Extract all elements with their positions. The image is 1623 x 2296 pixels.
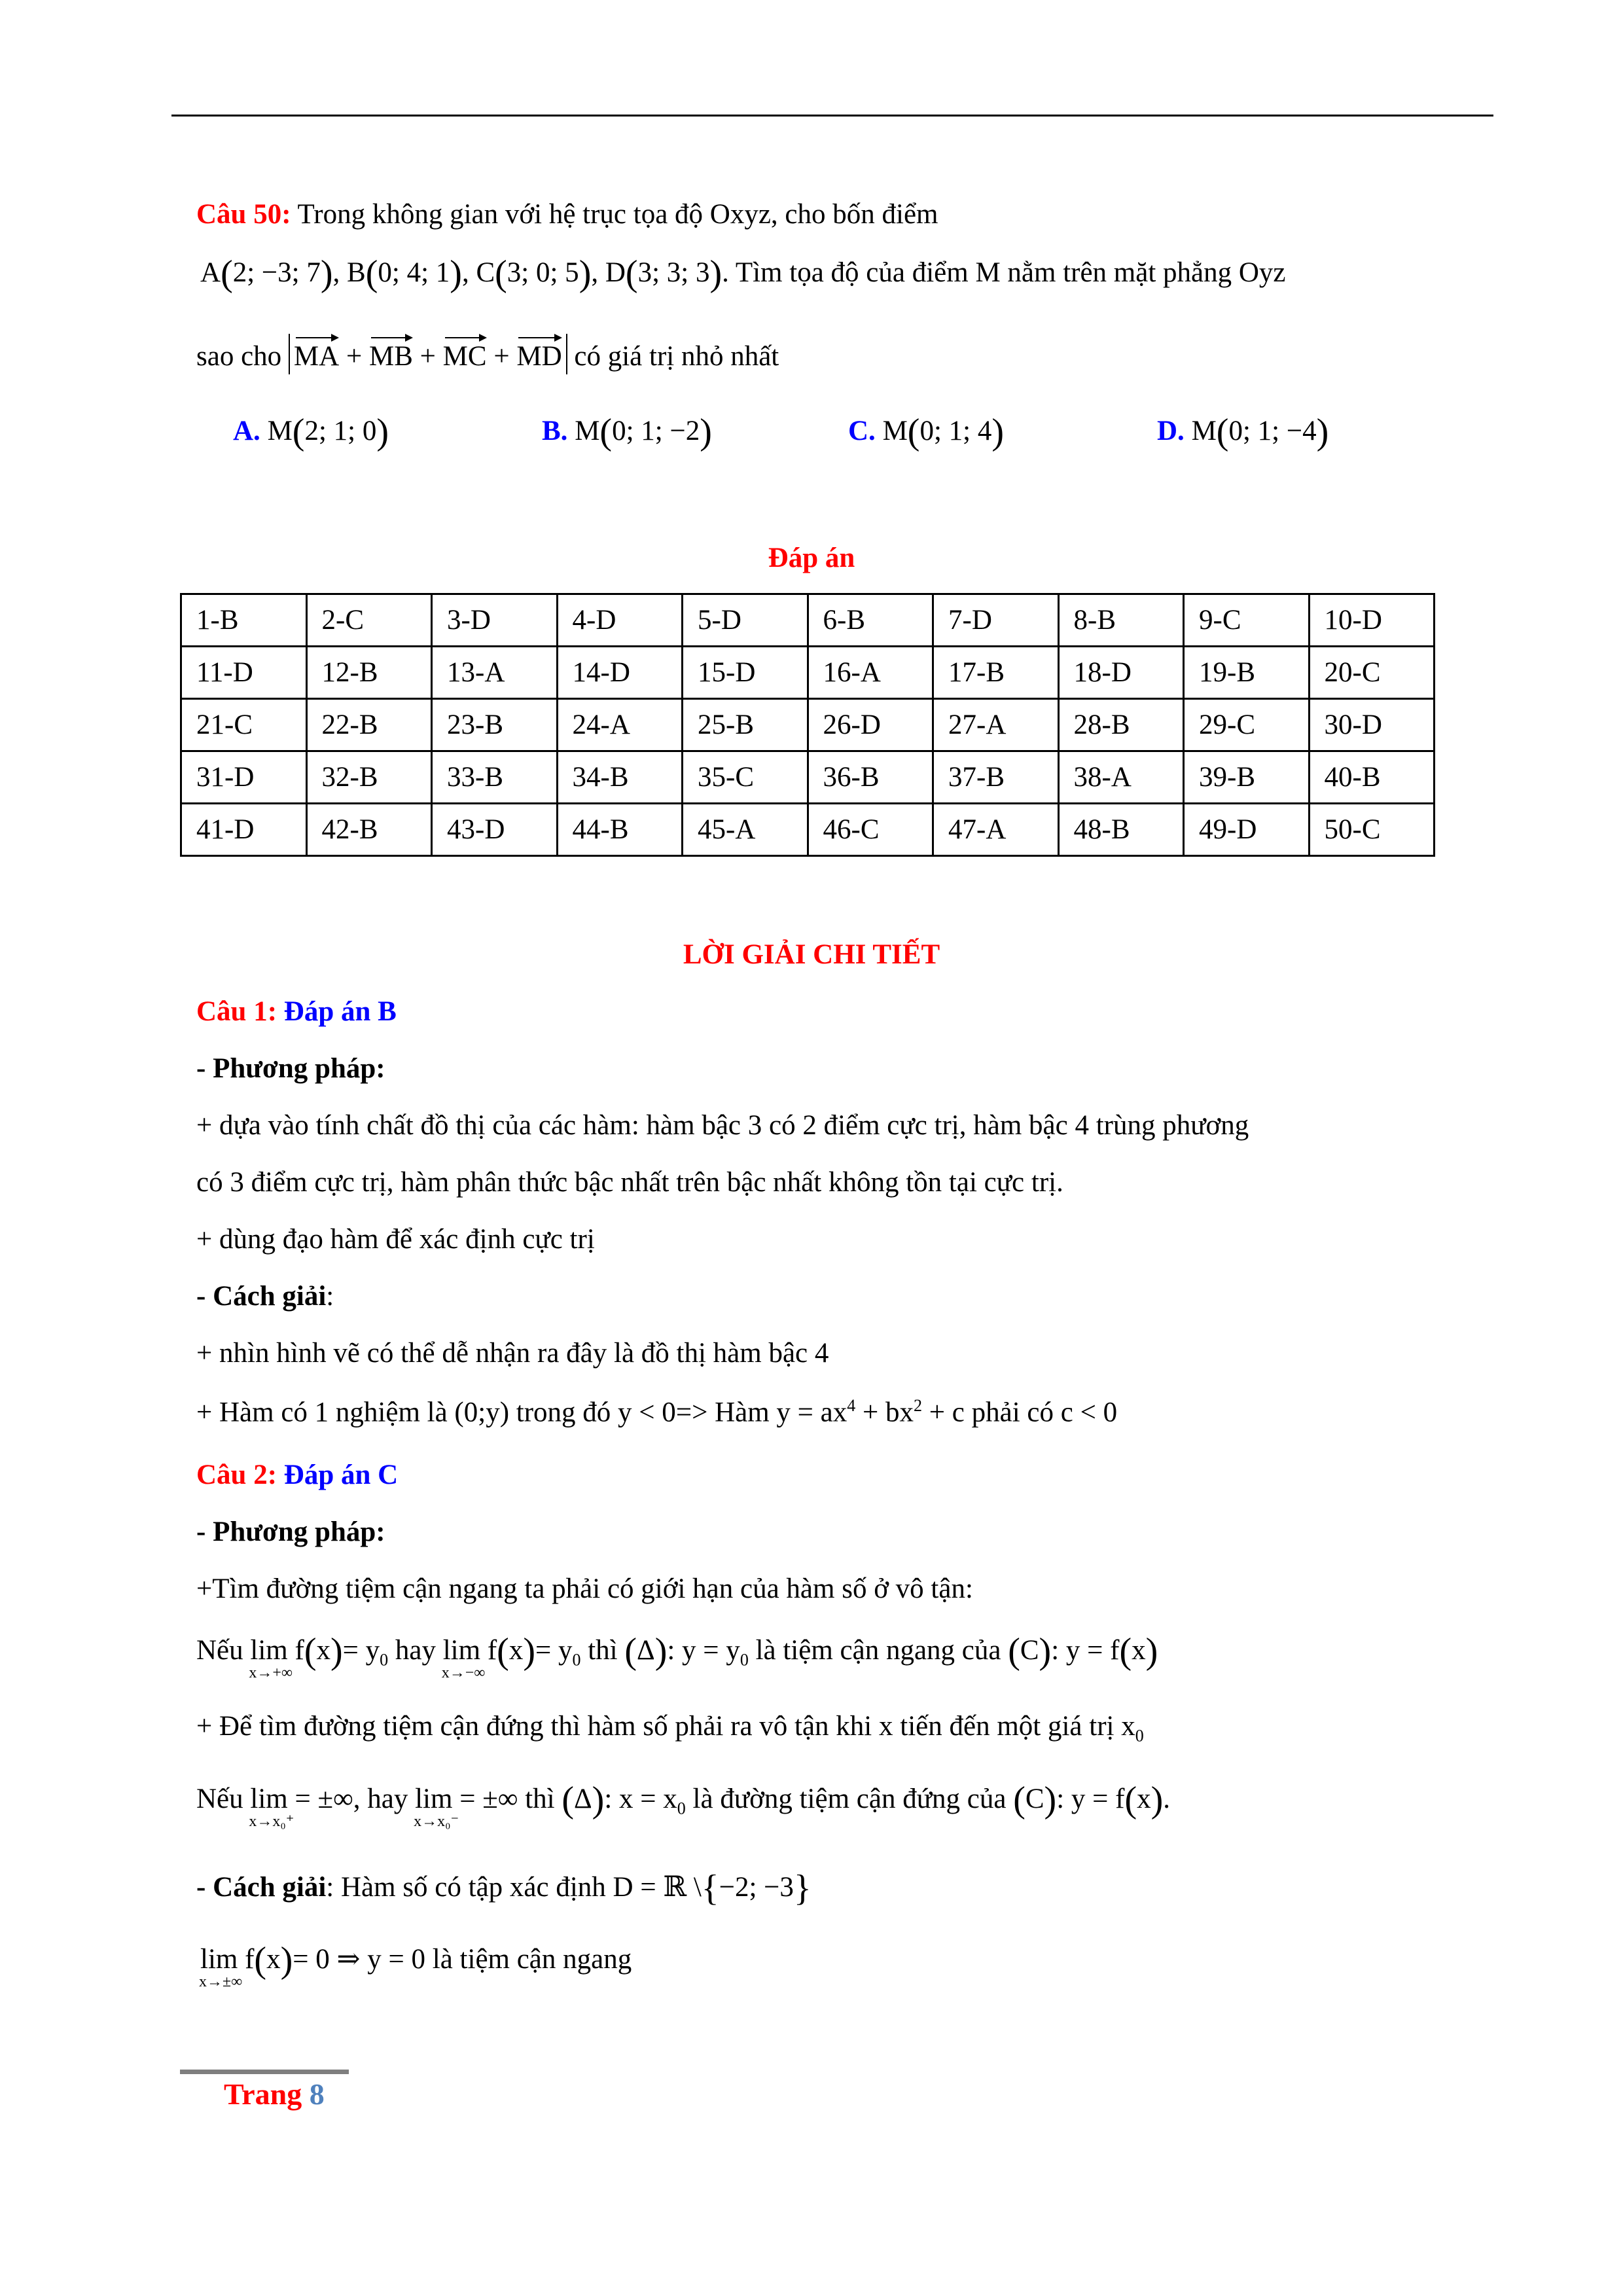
- answer-cell: 14-D: [557, 647, 683, 699]
- answer-cell: 9-C: [1184, 594, 1310, 647]
- answer-row: [181, 594, 1435, 647]
- q2-limit-line: lim x→±∞ f(x)= 0 ⇒ y = 0 là tiệm cận ngang: [199, 1940, 632, 1990]
- answer-cell: 8-B: [1058, 594, 1184, 647]
- answer-cell: 40-B: [1309, 751, 1435, 804]
- vector-ma: MA: [294, 334, 339, 374]
- q50-line-3: sao cho MA + MB + MC + MD có giá trị nhỏ nhất: [196, 334, 779, 374]
- answer-row: [181, 751, 1435, 804]
- q2-solve-line: - Cách giải: Hàm số có tập xác định D = ℝ \{−2; −3}: [196, 1868, 812, 1909]
- answer-cell: 49-D: [1184, 804, 1310, 856]
- q2-vertical-asymptote-line: Nếu lim x→x₀⁺ = ±∞, hay lim x→x₀⁻ = ±∞ thì (Δ): $x = x_0$ là đường tiệm cận đứng của (C): y = f(x).: [196, 1780, 1171, 1830]
- q1-method-3: + dùng đạo hàm để xác định cực trị: [196, 1224, 595, 1255]
- answer-cell: 5-D: [683, 594, 808, 647]
- q50-intro: Trong không gian với hệ trục tọa độ Oxyz, cho bốn điểm: [297, 199, 938, 230]
- q50-task: . Tìm tọa độ của điểm M nằm trên mặt phẳng Oyz: [722, 257, 1286, 288]
- answer-cell: 7-D: [933, 594, 1059, 647]
- answer-cell: 42-B: [306, 804, 432, 856]
- answer-cell: 32-B: [306, 751, 432, 804]
- answer-cell: 24-A: [557, 699, 683, 751]
- answer-cell: 46-C: [808, 804, 933, 856]
- q1-solve-2: + Hàm có 1 nghiệm là (0;y) trong đó y < 0=> Hàm $y = ax^4 + bx^2 + c$ phải có c < 0: [196, 1396, 1118, 1428]
- answer-cell: 17-B: [933, 647, 1059, 699]
- answer-cell: 29-C: [1184, 699, 1310, 751]
- q1-method-1: + dựa vào tính chất đồ thị của các hàm: hàm bậc 3 có 2 điểm cực trị, hàm bậc 4 trùng phương: [196, 1110, 1249, 1141]
- vector-sum: MA + MB + MC + MD: [289, 334, 567, 374]
- answer-row: [181, 699, 1435, 751]
- option-a[interactable]: A. M(2; 1; 0): [233, 412, 389, 452]
- answer-row: [181, 647, 1435, 699]
- q50-line-2: A(2; −3; 7), B(0; 4; 1), C(3; 0; 5), D(3; 3; 3). Tìm tọa độ của điểm M nằm trên mặt phẳng Oyz: [200, 253, 1286, 294]
- answer-cell: 26-D: [808, 699, 933, 751]
- answer-cell: 25-B: [683, 699, 808, 751]
- header-rule: [171, 115, 1493, 117]
- q2-header: Câu 2: Đáp án C: [196, 1460, 399, 1490]
- answer-cell: 22-B: [306, 699, 432, 751]
- q50-label: Câu 50:: [196, 199, 291, 230]
- page-number: 8: [309, 2077, 325, 2111]
- answer-cell: 2-C: [306, 594, 432, 647]
- point-a-coords: 2; −3; 7: [232, 257, 321, 288]
- answer-cell: 33-B: [432, 751, 558, 804]
- answer-cell: 16-A: [808, 647, 933, 699]
- q1-header: Câu 1: Đáp án B: [196, 996, 397, 1027]
- answer-cell: 44-B: [557, 804, 683, 856]
- q2-method-title: - Phương pháp:: [196, 1516, 385, 1547]
- answer-cell: 15-D: [683, 647, 808, 699]
- answer-key-table: [180, 593, 1435, 857]
- answer-cell: 35-C: [683, 751, 808, 804]
- point-d-coords: 3; 3; 3: [637, 257, 710, 288]
- answer-cell: 6-B: [808, 594, 933, 647]
- answer-cell: 50-C: [1309, 804, 1435, 856]
- answer-key-title: Đáp án: [768, 543, 855, 573]
- option-b[interactable]: B. M(0; 1; −2): [542, 412, 712, 452]
- point-c-coords: 3; 0; 5: [507, 257, 579, 288]
- solutions-title: LỜI GIẢI CHI TIẾT: [683, 939, 940, 970]
- option-d[interactable]: D. M(0; 1; −4): [1157, 412, 1329, 452]
- answer-cell: 3-D: [432, 594, 558, 647]
- answer-cell: 4-D: [557, 594, 683, 647]
- answer-cell: 48-B: [1058, 804, 1184, 856]
- answer-cell: 31-D: [181, 751, 307, 804]
- vector-md: MD: [516, 334, 562, 374]
- q2-method-2: + Để tìm đường tiệm cận đứng thì hàm số phải ra vô tận khi x tiến đến một giá trị $x_0$: [196, 1711, 1144, 1746]
- answer-cell: 10-D: [1309, 594, 1435, 647]
- answer-cell: 21-C: [181, 699, 307, 751]
- q2-horizontal-asymptote-line: Nếu lim x→+∞ $f(x)= y_0$ hay lim x→−∞ $f(x)= y_0$ thì (Δ): $y = y_0$ là tiệm cận ngang của (C): y = f(x): [196, 1631, 1158, 1681]
- answer-cell: 1-B: [181, 594, 307, 647]
- answer-cell: 23-B: [432, 699, 558, 751]
- answer-cell: 18-D: [1058, 647, 1184, 699]
- answer-cell: 28-B: [1058, 699, 1184, 751]
- answer-cell: 47-A: [933, 804, 1059, 856]
- answer-cell: 38-A: [1058, 751, 1184, 804]
- page-footer: [224, 2076, 325, 2112]
- q1-solve-1: + nhìn hình vẽ có thể dễ nhận ra đây là đồ thị hàm bậc 4: [196, 1338, 829, 1369]
- answer-cell: 20-C: [1309, 647, 1435, 699]
- q1-method-title: - Phương pháp:: [196, 1053, 385, 1084]
- answer-cell: 41-D: [181, 804, 307, 856]
- answer-cell: 30-D: [1309, 699, 1435, 751]
- answer-cell: 36-B: [808, 751, 933, 804]
- vector-mc: MC: [443, 334, 487, 374]
- footer-label: Trang: [224, 2077, 302, 2111]
- q2-method-1: +Tìm đường tiệm cận ngang ta phải có giới hạn của hàm số ở vô tận:: [196, 1573, 973, 1604]
- footer-rule: [180, 2070, 349, 2074]
- answer-row: [181, 804, 1435, 856]
- option-c[interactable]: C. M(0; 1; 4): [848, 412, 1005, 452]
- answer-cell: 45-A: [683, 804, 808, 856]
- answer-cell: 19-B: [1184, 647, 1310, 699]
- answer-cell: 39-B: [1184, 751, 1310, 804]
- vector-mb: MB: [369, 334, 413, 374]
- answer-cell: 27-A: [933, 699, 1059, 751]
- answer-cell: 34-B: [557, 751, 683, 804]
- answer-cell: 37-B: [933, 751, 1059, 804]
- answer-cell: 12-B: [306, 647, 432, 699]
- answer-cell: 11-D: [181, 647, 307, 699]
- answer-cell: 43-D: [432, 804, 558, 856]
- q50-line-1: [196, 198, 938, 232]
- q1-method-2: có 3 điểm cực trị, hàm phân thức bậc nhất trên bậc nhất không tồn tại cực trị.: [196, 1167, 1063, 1198]
- q1-solve-title: - Cách giải:: [196, 1281, 334, 1312]
- answer-cell: 13-A: [432, 647, 558, 699]
- point-b-coords: 0; 4; 1: [378, 257, 450, 288]
